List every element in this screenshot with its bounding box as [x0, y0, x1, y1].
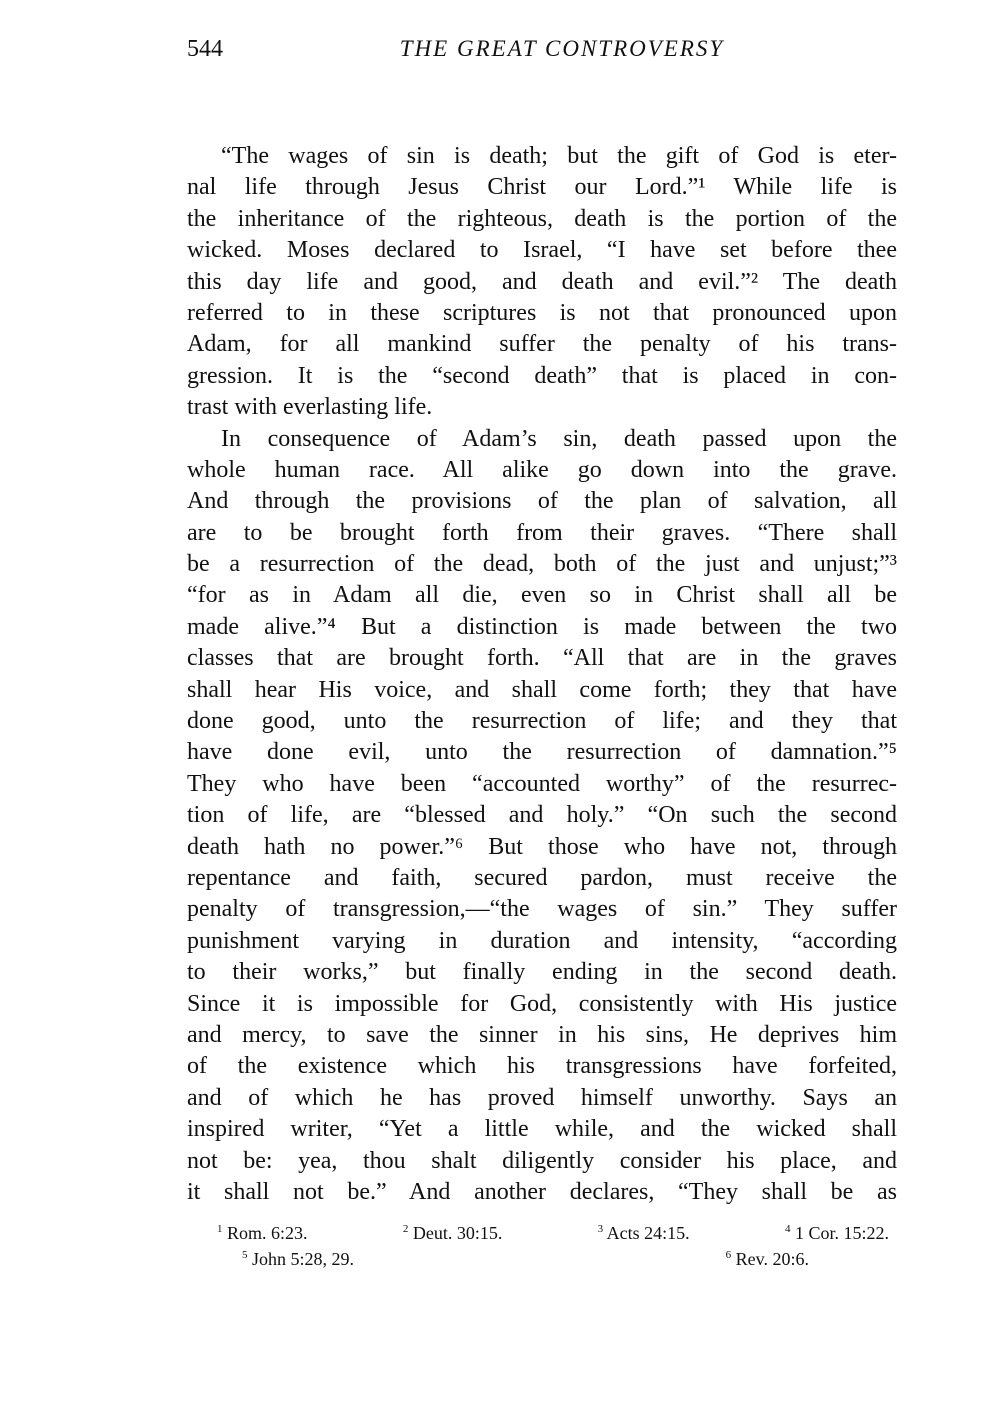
footnote-text: Acts 24:15. [606, 1223, 690, 1243]
footnote-6 [726, 1246, 809, 1272]
footnotes [187, 1220, 897, 1272]
page-number: 544 [187, 36, 223, 62]
footnote-3 [598, 1220, 690, 1246]
text-line: classes that are brought forth. “All that are in the graves [187, 645, 897, 672]
body-text [187, 141, 897, 1208]
text-line: inspired writer, “Yet a little while, and the wicked shall [187, 1116, 897, 1143]
text-line: and of which he has proved himself unworthy. Says an [187, 1084, 897, 1111]
text-line: done good, unto the resurrection of life; and they that [187, 708, 897, 735]
text-line: And through the provisions of the plan of salvation, all [187, 488, 897, 515]
text-line: of the existence which his transgressions have forfeited, [187, 1053, 897, 1080]
running-title: THE GREAT CONTROVERSY [399, 36, 725, 61]
text-line: and mercy, to save the sinner in his sins, He deprives him [187, 1021, 897, 1048]
footnote-5 [242, 1246, 354, 1272]
text-line: not be: yea, thou shalt diligently consider his place, and [187, 1147, 897, 1174]
text-line: to their works,” but finally ending in the second death. [187, 959, 897, 986]
footnote-mark: 4 [784, 1223, 791, 1235]
text-line: are to be brought forth from their graves. “There shall [187, 519, 897, 546]
footnote-mark: 6 [725, 1249, 732, 1261]
text-line: it shall not be.” And another declares, “They shall be as [187, 1178, 897, 1205]
text-line: gression. It is the “second death” that is placed in con- [187, 362, 897, 389]
text-line: made alive.”⁴ But a distinction is made between the two [187, 613, 897, 640]
footnote-text: Deut. 30:15. [412, 1223, 503, 1243]
footnote-text: John 5:28, 29. [252, 1249, 355, 1269]
paragraph [187, 424, 897, 1209]
text-line: repentance and faith, secured pardon, must receive the [187, 864, 897, 891]
text-line: the inheritance of the righteous, death is the portion of the [187, 205, 897, 232]
text-line: tion of life, are “blessed and holy.” “On such the second [187, 802, 897, 829]
text-line: “The wages of sin is death; but the gift of God is eter- [221, 143, 897, 169]
paragraph [187, 141, 897, 424]
text-line: Adam, for all mankind suffer the penalty of his trans- [187, 331, 897, 358]
footnote-mark: 3 [597, 1223, 604, 1235]
text-line: this day life and good, and death and evil.”² The death [187, 268, 897, 295]
text-line: be a resurrection of the dead, both of the just and unjust;”³ [187, 551, 897, 578]
footnote-2 [403, 1220, 503, 1246]
text-line: penalty of transgression,—“the wages of sin.” They suffer [187, 896, 897, 923]
text-line: have done evil, unto the resurrection of damnation.”⁵ [187, 739, 897, 766]
text-line: referred to in these scriptures is not that pronounced upon [187, 299, 897, 326]
footnote-text: Rom. 6:23. [227, 1223, 308, 1243]
text-line: shall hear His voice, and shall come forth; they that have [187, 676, 897, 703]
text-line: They who have been “accounted worthy” of the resurrec- [187, 770, 897, 797]
footnote-4 [785, 1220, 889, 1246]
text-line: wicked. Moses declared to Israel, “I have set before thee [187, 237, 897, 264]
footnote-mark: 2 [402, 1223, 409, 1235]
footnote-text: 1 Cor. 15:22. [794, 1223, 889, 1243]
page-header [187, 36, 897, 70]
text-line: punishment varying in duration and intensity, “according [187, 927, 897, 954]
text-line: trast with everlasting life. [187, 394, 433, 421]
footnote-mark: 5 [242, 1249, 248, 1261]
text-line: nal life through Jesus Christ our Lord.”¹ While life is [187, 174, 897, 201]
text-line: In consequence of Adam’s sin, death passed upon the [221, 425, 897, 452]
footnote-text: Rev. 20:6. [735, 1249, 809, 1269]
text-line: Since it is impossible for God, consistently with His justice [187, 990, 897, 1017]
text-line: whole human race. All alike go down into the grave. [187, 456, 897, 483]
text-line: “for as in Adam all die, even so in Christ shall all be [187, 582, 897, 609]
text-line: death hath no power.”⁶ But those who have not, through [187, 833, 897, 860]
footnote-1 [217, 1220, 308, 1246]
footnote-mark: 1 [217, 1223, 223, 1235]
